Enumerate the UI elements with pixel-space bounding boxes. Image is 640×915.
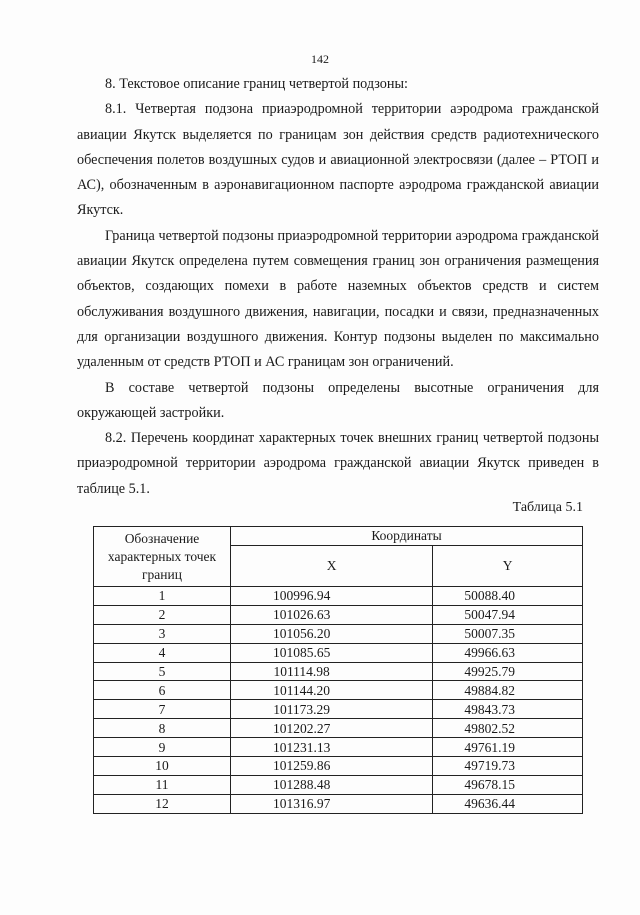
- y-coordinate-cell: 49636.44: [433, 794, 583, 813]
- table-row: [94, 794, 583, 813]
- point-number-cell: 3: [94, 624, 231, 643]
- coordinates-table: [93, 526, 583, 814]
- table-row: [94, 775, 583, 794]
- header-coordinates: Координаты: [231, 527, 583, 546]
- point-number-cell: 6: [94, 681, 231, 700]
- y-coordinate-cell: 50047.94: [433, 605, 583, 624]
- point-number-cell: 7: [94, 700, 231, 719]
- point-number-cell: 8: [94, 719, 231, 738]
- table-row: [94, 700, 583, 719]
- y-coordinate-cell: 50007.35: [433, 624, 583, 643]
- y-coordinate-cell: 49843.73: [433, 700, 583, 719]
- point-number-cell: 5: [94, 662, 231, 681]
- body-text: [77, 72, 599, 502]
- table-row: [94, 757, 583, 776]
- point-number-cell: 2: [94, 605, 231, 624]
- x-coordinate-cell: 101316.97: [231, 794, 433, 813]
- y-coordinate-cell: 49761.19: [433, 738, 583, 757]
- x-coordinate-cell: 100996.94: [231, 587, 433, 606]
- y-coordinate-cell: 49884.82: [433, 681, 583, 700]
- y-coordinate-cell: 50088.40: [433, 587, 583, 606]
- point-number-cell: 9: [94, 738, 231, 757]
- header-y: Y: [433, 546, 583, 587]
- x-coordinate-cell: 101114.98: [231, 662, 433, 681]
- y-coordinate-cell: 49719.73: [433, 757, 583, 776]
- table-row: [94, 738, 583, 757]
- point-number-cell: 12: [94, 794, 231, 813]
- page-number: 142: [311, 52, 329, 66]
- x-coordinate-cell: 101231.13: [231, 738, 433, 757]
- table-row: [94, 624, 583, 643]
- point-number-cell: 4: [94, 643, 231, 662]
- header-x: X: [231, 546, 433, 587]
- y-coordinate-cell: 49966.63: [433, 643, 583, 662]
- paragraph-height-limits: В составе четвертой подзоны определены высотные ограничения для окружающей застройки.: [77, 379, 599, 421]
- x-coordinate-cell: 101202.27: [231, 719, 433, 738]
- y-coordinate-cell: 49925.79: [433, 662, 583, 681]
- x-coordinate-cell: 101259.86: [231, 757, 433, 776]
- section-heading: 8. Текстовое описание границ четвертой подзоны:: [105, 76, 408, 92]
- coordinates-table-body: [94, 587, 583, 814]
- y-coordinate-cell: 49802.52: [433, 719, 583, 738]
- paragraph-8-1: 8.1. Четвертая подзона приаэродромной территории аэродрома гражданской авиации Якутск выделяется по границам зон действия средств радиотехнического обеспечения полетов воздушных судов и авиационной электросвязи (далее – РТОП и АС), обозначенным в аэронавигационном паспорте аэродрома гражданской авиации Якутск.: [77, 101, 599, 219]
- table-row: [94, 662, 583, 681]
- point-number-cell: 11: [94, 775, 231, 794]
- point-number-cell: 1: [94, 587, 231, 606]
- table-row: [94, 587, 583, 606]
- table-row: [94, 643, 583, 662]
- x-coordinate-cell: 101026.63: [231, 605, 433, 624]
- x-coordinate-cell: 101288.48: [231, 775, 433, 794]
- y-coordinate-cell: 49678.15: [433, 775, 583, 794]
- table-row: [94, 681, 583, 700]
- x-coordinate-cell: 101056.20: [231, 624, 433, 643]
- point-number-cell: 10: [94, 757, 231, 776]
- table-row: [94, 605, 583, 624]
- table-row: [94, 719, 583, 738]
- paragraph-8-2: 8.2. Перечень координат характерных точек внешних границ четвертой подзоны приаэродромной территории аэродрома гражданской авиации Якутск приведен в таблице 5.1.: [77, 430, 599, 497]
- table-caption: Таблица 5.1: [512, 500, 583, 515]
- x-coordinate-cell: 101085.65: [231, 643, 433, 662]
- paragraph-boundary: Граница четвертой подзоны приаэродромной территории аэродрома гражданской авиации Якутск определена путем совмещения границ зон ограничения размещения объектов, создающих помехи в работе наземных объектов средств и систем обслуживания воздушного движения, навигации, посадки и связи, предназначенных для организации воздушного движения. Контур подзоны выделен по максимально удаленным от средств РТОП и АС границам зон ограничений.: [77, 227, 599, 371]
- header-designation: Обозначение характерных точек границ: [94, 527, 231, 587]
- x-coordinate-cell: 101173.29: [231, 700, 433, 719]
- x-coordinate-cell: 101144.20: [231, 681, 433, 700]
